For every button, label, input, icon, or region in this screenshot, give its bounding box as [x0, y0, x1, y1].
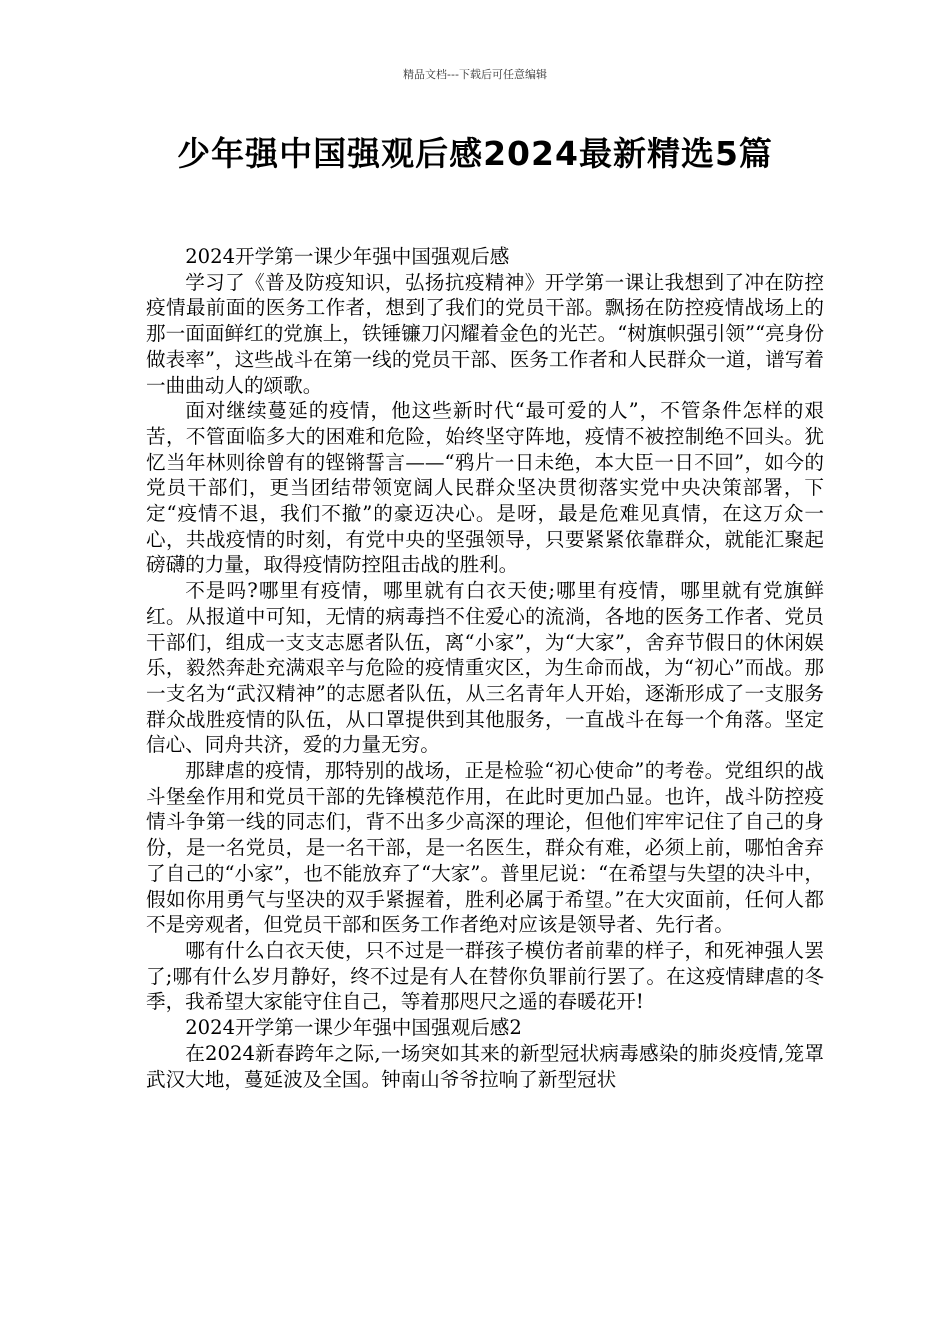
paragraph: 那肆虐的疫情，那特别的战场，正是检验“初心使命”的考卷。党组织的战斗堡垒作用和党员干部的先锋模范作用，在此时更加凸显。也许，战斗防控疫情斗争第一线的同志们，背不出多少高深的理论，但他们牢牢记住了自己的身份，是一名党员，是一名干部，是一名医生，群众有难，必须上前，哪怕舍弃了自己的“小家”，也不能放弃了“大家”。普里尼说：“在希望与失望的决斗中，假如你用勇气与坚决的双手紧握着，胜利必属于希望。”在大灾面前，任何人都不是旁观者，但党员干部和医务工作者绝对应该是领导者、先行者。 [146, 759, 824, 937]
paragraph: 在2024新春跨年之际,一场突如其来的新型冠状病毒感染的肺炎疫情,笼罩武汉大地，蔓延波及全国。钟南山爷爷拉响了新型冠状 [146, 1041, 824, 1091]
section-heading: 2024开学第一课少年强中国强观后感 [185, 245, 510, 268]
paragraph: 哪有什么白衣天使，只不过是一群孩子模仿者前辈的样子，和死神强人罢了;哪有什么岁月静好，终不过是有人在替你负罪前行罢了。在这疫情肆虐的冬季，我希望大家能守住自己，等着那咫尺之遥的春暖花开! [146, 938, 824, 1014]
document-title: 少年强中国强观后感2024最新精选5篇 [177, 134, 773, 173]
section-heading: 2024开学第一课少年强中国强观后感2 [185, 1016, 522, 1040]
paragraph: 不是吗?哪里有疫情，哪里就有白衣天使;哪里有疫情，哪里就有党旗鲜红。从报道中可知，无情的病毒挡不住爱心的流淌，各地的医务工作者、党员干部们，组成一支支志愿者队伍，离“小家”，为“大家”，舍弃节假日的休闲娱乐，毅然奔赴充满艰辛与危险的疫情重灾区，为生命而战，为“初心”而战。那一支名为“武汉精神”的志愿者队伍，从三名青年人开始，逐渐形成了一支服务群众战胜疫情的队伍，从口罩提供到其他服务，一直战斗在每一个角落。坚定信心、同舟共济，爱的力量无穷。 [146, 579, 824, 757]
paragraph: 面对继续蔓延的疫情，他这些新时代“最可爱的人”，不管条件怎样的艰苦，不管面临多大的困难和危险，始终坚守阵地，疫情不被控制绝不回头。犹忆当年林则徐曾有的铿锵誓言——“鸦片一日未绝，本大臣一日不回”，如今的党员干部们，更当团结带领宽阔人民群众坚决贯彻落实党中央决策部署，下定“疫情不退，我们不撤”的豪迈决心。是呀，最是危难见真情，在这万众一心，共战疫情的时刻，有党中央的坚强领导，只要紧紧依靠群众，就能汇聚起磅礴的力量，取得疫情防控阻击战的胜利。 [146, 399, 824, 577]
paragraph: 学习了《普及防疫知识，弘扬抗疫精神》开学第一课让我想到了冲在防控疫情最前面的医务工作者，想到了我们的党员干部。飘扬在防控疫情战场上的那一面面鲜红的党旗上，铁锤镰刀闪耀着金色的光芒。“树旗帜强引领”“亮身份做表率”，这些战斗在第一线的党员干部、医务工作者和人民群众一道，谱写着一曲曲动人的颂歌。 [146, 270, 824, 397]
document-body [146, 244, 824, 1092]
page-header-caption: 精品文档---下载后可任意编辑 [403, 68, 547, 81]
